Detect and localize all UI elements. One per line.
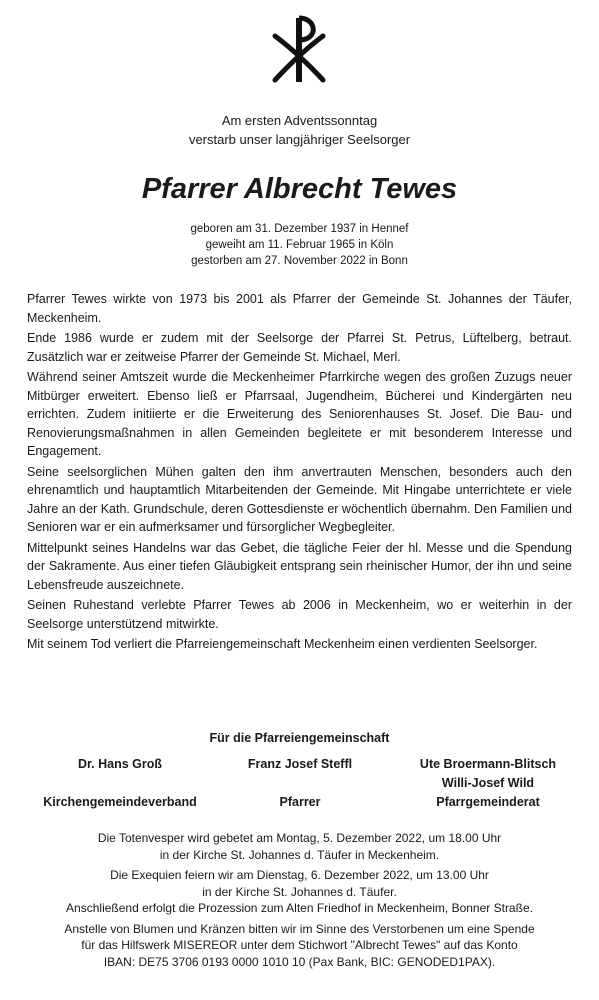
signatory-name-2: Franz Josef Steffl <box>247 757 353 771</box>
intro-line-1: Am ersten Adventssonntag <box>221 113 378 128</box>
intro-text <box>0 111 599 149</box>
biography-paragraph: Seinen Ruhestand verlebte Pfarrer Tewes ab 2006 in Meckenheim, wo er weiterhin in der Seelsorge unterstützend mitwirkte. <box>27 598 572 631</box>
signatory-name-3b: Willi-Josef Wild <box>441 776 535 790</box>
donation-notice <box>0 921 599 971</box>
signatory-name-3 <box>388 755 588 793</box>
biography-paragraph: Seine seelsorglichen Mühen galten den ihm anvertrauten Menschen, besonders auch den ehrenamtlich und hauptamtlich Mitarbeitenden der Gemeinde. Mit Hingabe unterrichtete er viele Jahre an der Kath. Grundschule, deren Gottesdienste er wöchentlich übernahm. Den Familien und Senioren war er ein aufmerksamer und fürsorglicher Wegbegleiter. <box>27 464 572 534</box>
biography-paragraph: Pfarrer Tewes wirkte von 1973 bis 2001 als Pfarrer der Gemeinde St. Johannes der Täufer, Meckenheim. <box>27 292 572 325</box>
biography-paragraph: Mit seinem Tod verliert die Pfarreiengemeinschaft Meckenheim einen verdienten Seelsorger. <box>27 637 538 651</box>
donation-line-1: Anstelle von Blumen und Kränzen bitten wir im Sinne des Verstorbenen um eine Spende <box>64 921 535 936</box>
funeral-notices <box>0 830 599 974</box>
signatory-role-3: Pfarrgemeinderat <box>436 795 540 809</box>
signatory-name-1: Dr. Hans Groß <box>77 757 163 771</box>
chi-rho-icon <box>271 14 327 84</box>
exequien-line-1: Die Exequien feiern wir am Dienstag, 6. Dezember 2022, um 13.00 Uhr <box>110 868 489 882</box>
signatory-role-2: Pfarrer <box>279 795 321 809</box>
vesper-line-1: Die Totenvesper wird gebetet am Montag, 5. Dezember 2022, um 18.00 Uhr <box>97 831 502 845</box>
deceased-name: Pfarrer Albrecht Tewes <box>141 173 458 205</box>
exequien-line-3: Anschließend erfolgt die Prozession zum Alten Friedhof in Meckenheim, Bonner Straße. <box>66 901 533 915</box>
vesper-line-2: in der Kirche St. Johannes d. Täufer in Meckenheim. <box>159 847 440 862</box>
life-dates <box>0 221 599 269</box>
death-date: gestorben am 27. November 2022 in Bonn <box>191 255 408 267</box>
intro-line-2: verstarb unser langjähriger Seelsorger <box>188 132 411 147</box>
donation-line-2: für das Hilfswerk MISEREOR unter dem Stichwort "Albrecht Tewes" auf das Konto <box>81 938 518 952</box>
exequien-line-2: in der Kirche St. Johannes d. Täufer. <box>202 884 397 899</box>
ordination-date: geweiht am 11. Februar 1965 in Köln <box>205 239 394 251</box>
birth-date: geboren am 31. Dezember 1937 in Hennef <box>190 223 409 235</box>
signatory-role-1: Kirchengemeindeverband <box>43 795 197 809</box>
vesper-notice <box>0 830 599 863</box>
exequien-notice <box>0 867 599 917</box>
biography-paragraph: Ende 1986 wurde er zudem mit der Seelsorge der Pfarrei St. Petrus, Lüftelberg, betraut. Zusätzlich war er zeitweise Pfarrer der Gemeinde St. Michael, Merl. <box>27 331 572 364</box>
community-heading: Für die Pfarreiengemeinschaft <box>209 731 390 745</box>
signatory-name-3a: Ute Broermann-Blitsch <box>419 757 557 771</box>
biography-paragraph: Während seiner Amtszeit wurde die Meckenheimer Pfarrkirche wegen des großen Zuzugs neuer Mitbürger erweitert. Ebenso ließ er Pfarrsaal, Jugendheim, Bücherei und Kindergärten neu errichten. Zudem initiierte er die Erweiterung des Seniorenhauses St. Josef. Die Bau- und Renovierungsmaßnahmen in allen Gemeinden begleitete er mit besonderem Interesse und Engagement. <box>27 370 572 458</box>
donation-line-3: IBAN: DE75 3706 0193 0000 1010 10 (Pax Bank, BIC: GENODED1PAX). <box>103 954 496 969</box>
biography <box>27 290 572 656</box>
biography-paragraph: Mittelpunkt seines Handelns war das Gebet, die tägliche Feier der hl. Messe und die Spendung der Sakramente. Aus einer tiefen Gläubigkeit entsprang sein rheinischer Humor, der ihn und seine Lebensfreude auszeichnete. <box>27 540 572 592</box>
